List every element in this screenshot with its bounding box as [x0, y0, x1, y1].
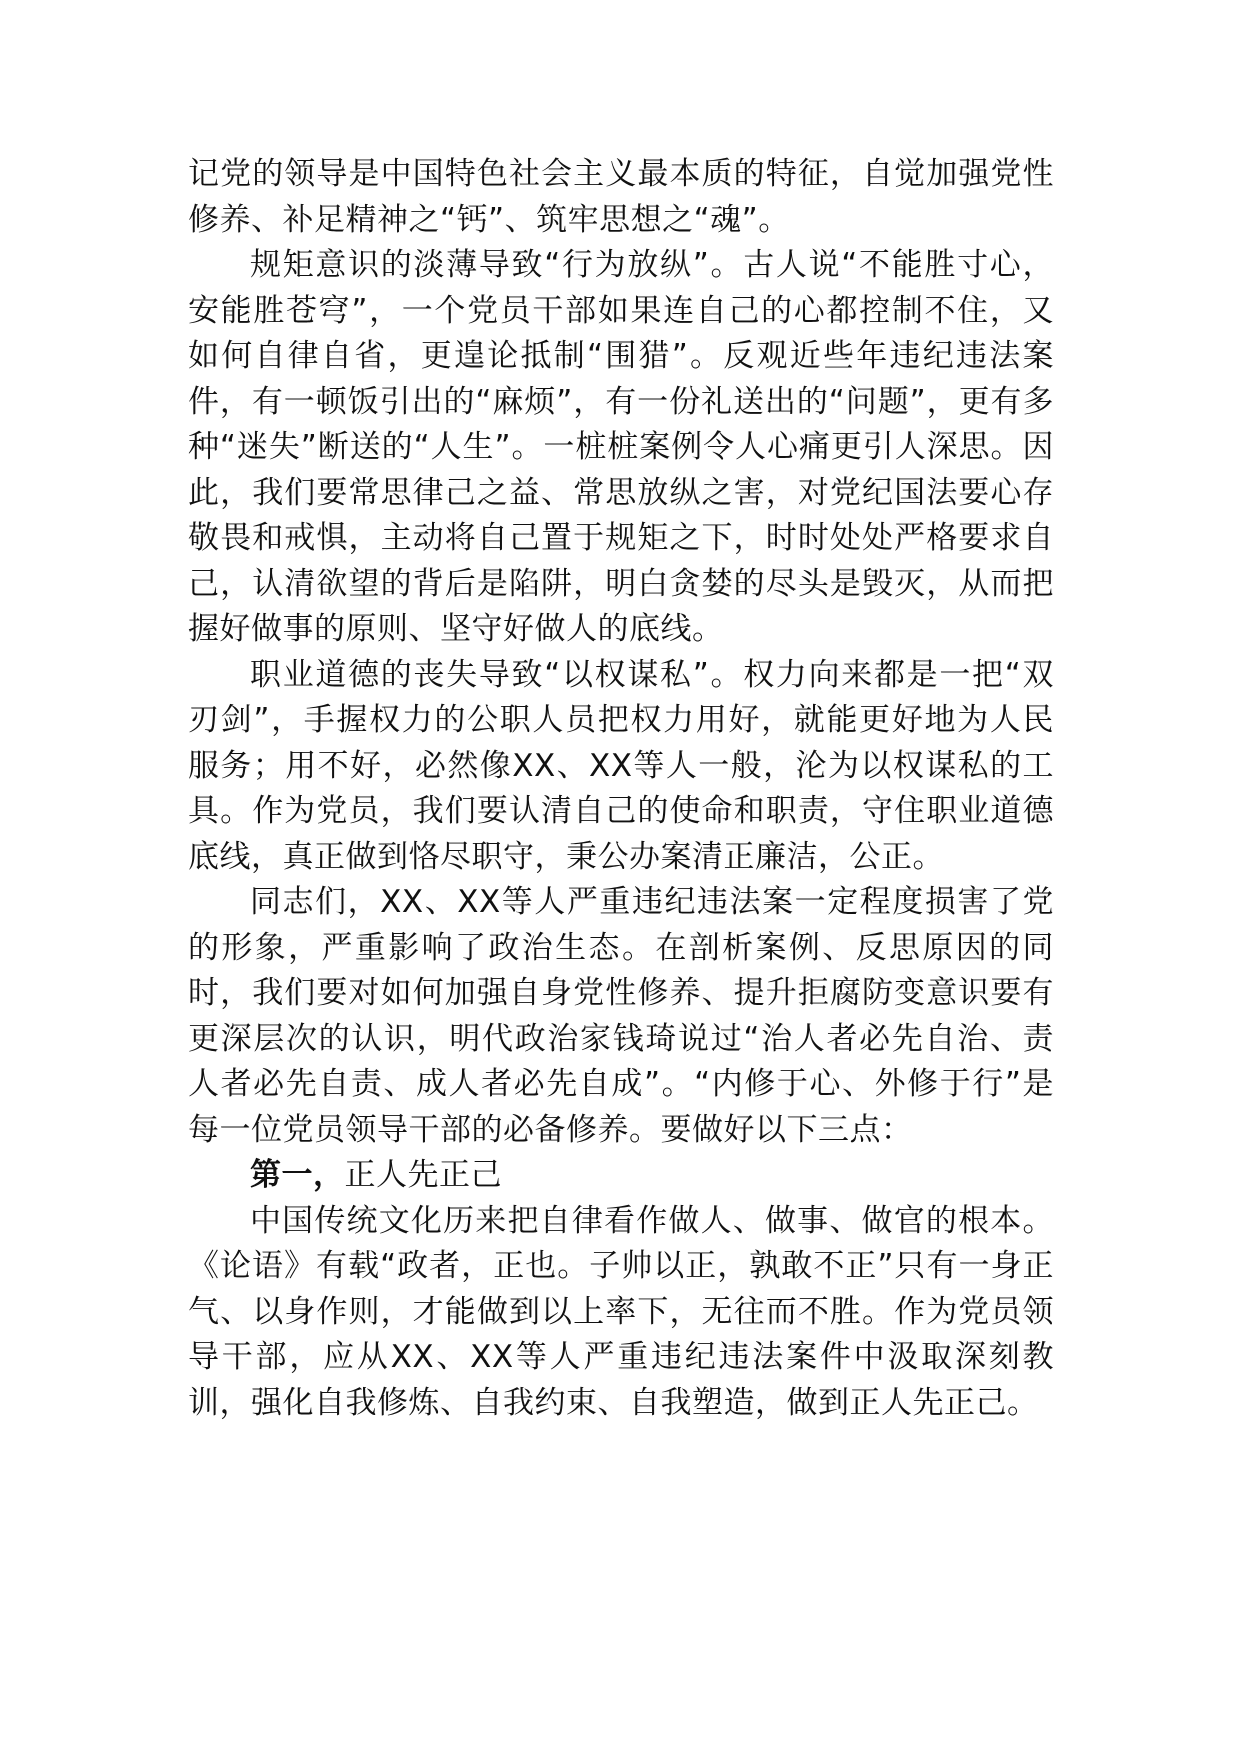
- paragraph-rules-awareness: 规矩意识的淡薄导致“行为放纵”。古人说“不能胜寸心，安能胜苍穹”，一个党员干部如果连自己的心都控制不住，又如何自律自省，更遑论抵制“围猎”。反观近些年违纪违法案件，有一顿饭引出的“麻烦”，有一份礼送出的“问题”，更有多种“迷失”断送的“人生”。一桩桩案例令人心痛更引人深思。因此，我们要常思律己之益、常思放纵之害，对党纪国法要心存敬畏和戒惧，主动将自己置于规矩之下，时时处处严格要求自己，认清欲望的背后是陷阱，明白贪婪的尽头是毁灭，从而把握好做事的原则、坚守好做人的底线。: [188, 247, 1054, 647]
- section-heading-lead: 第一，: [250, 1157, 345, 1193]
- document-page: [188, 152, 1054, 1426]
- paragraph-comrades: 同志们，XX、XX等人严重违纪违法案一定程度损害了党的形象，严重影响了政治生态。在剖析案例、反思原因的同时，我们要对如何加强自身党性修养、提升拒腐防变意识要有更深层次的认识，明代政治家钱琦说过“治人者必先自治、责人者必先自责、成人者必先自成”。“内修于心、外修于行”是每一位党员领导干部的必备修养。要做好以下三点：: [188, 884, 1054, 1148]
- section-heading-text: 正人先正己: [344, 1157, 502, 1193]
- paragraph-professional-ethics: 职业道德的丧失导致“以权谋私”。权力向来都是一把“双刃剑”，手握权力的公职人员把权力用好，就能更好地为人民服务；用不好，必然像XX、XX等人一般，沦为以权谋私的工具。作为党员，我们要认清自己的使命和职责，守住职业道德底线，真正做到恪尽职守，秉公办案清正廉洁，公正。: [188, 656, 1054, 875]
- paragraph-continuation: 记党的领导是中国特色社会主义最本质的特征，自觉加强党性修养、补足精神之“钙”、筑牢思想之“魂”。: [188, 156, 1054, 238]
- section-heading-first: [188, 1153, 1054, 1199]
- paragraph-self-discipline: 中国传统文化历来把自律看作做人、做事、做官的根本。《论语》有载“政者，正也。子帅以正，孰敢不正”只有一身正气、以身作则，才能做到以上率下，无往而不胜。作为党员领导干部，应从XX、XX等人严重违纪违法案件中汲取深刻教训，强化自我修炼、自我约束、自我塑造，做到正人先正己。: [188, 1202, 1054, 1421]
